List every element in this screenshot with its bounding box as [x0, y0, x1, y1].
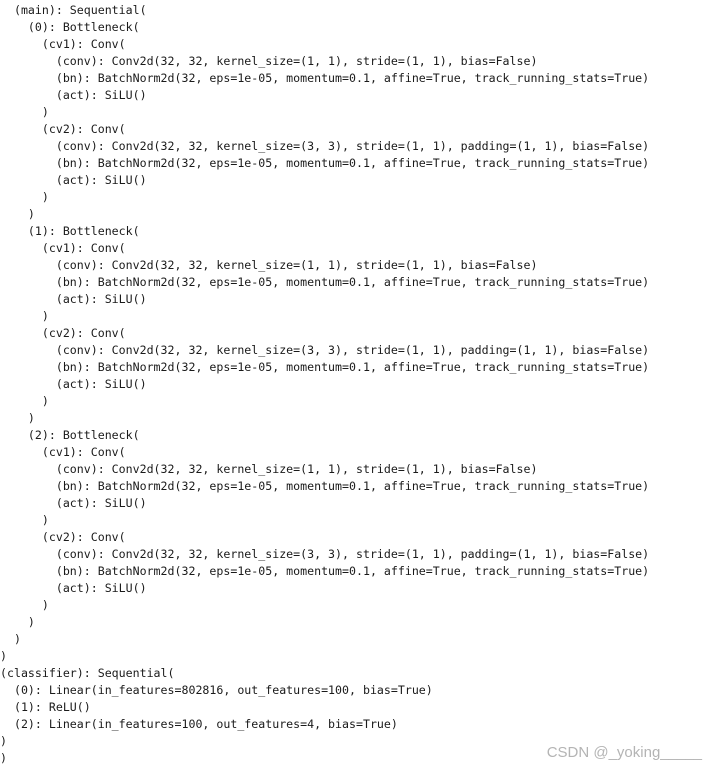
code-line: ) [0, 615, 35, 629]
code-line: (act): SiLU() [0, 377, 147, 391]
code-line: ) [0, 190, 49, 204]
code-line: (cv1): Conv( [0, 445, 126, 459]
code-line: (2): Bottleneck( [0, 428, 140, 442]
watermark: CSDN @_yoking_____ [546, 744, 702, 761]
code-line: (2): Linear(in_features=100, out_features=4, bias=True) [0, 717, 398, 731]
code-line: ) [0, 632, 21, 646]
code-line: (bn): BatchNorm2d(32, eps=1e-05, momentum=0.1, affine=True, track_running_stats=True) [0, 156, 650, 170]
code-line: (bn): BatchNorm2d(32, eps=1e-05, momentum=0.1, affine=True, track_running_stats=True) [0, 479, 650, 493]
code-line: (cv2): Conv( [0, 530, 126, 544]
code-line: (cv2): Conv( [0, 326, 126, 340]
code-line: (bn): BatchNorm2d(32, eps=1e-05, momentum=0.1, affine=True, track_running_stats=True) [0, 360, 650, 374]
code-line: ) [0, 751, 7, 765]
code-line: (cv1): Conv( [0, 241, 126, 255]
code-line: (cv2): Conv( [0, 122, 126, 136]
code-line: (0): Linear(in_features=802816, out_features=100, bias=True) [0, 683, 433, 697]
code-line: (cv1): Conv( [0, 37, 126, 51]
code-line: (act): SiLU() [0, 88, 147, 102]
code-line: ) [0, 207, 35, 221]
code-line: (0): Bottleneck( [0, 20, 140, 34]
code-line: (bn): BatchNorm2d(32, eps=1e-05, momentum=0.1, affine=True, track_running_stats=True) [0, 71, 650, 85]
code-line: (1): Bottleneck( [0, 224, 140, 238]
code-line: (bn): BatchNorm2d(32, eps=1e-05, momentum=0.1, affine=True, track_running_stats=True) [0, 275, 650, 289]
code-line: (bn): BatchNorm2d(32, eps=1e-05, momentum=0.1, affine=True, track_running_stats=True) [0, 564, 650, 578]
code-line: (conv): Conv2d(32, 32, kernel_size=(3, 3), stride=(1, 1), padding=(1, 1), bias=False) [0, 343, 650, 357]
code-line: (act): SiLU() [0, 173, 147, 187]
code-line: ) [0, 513, 49, 527]
code-line: ) [0, 411, 35, 425]
code-line: (conv): Conv2d(32, 32, kernel_size=(1, 1), stride=(1, 1), bias=False) [0, 54, 538, 68]
code-line: ) [0, 598, 49, 612]
code-line: (conv): Conv2d(32, 32, kernel_size=(3, 3), stride=(1, 1), padding=(1, 1), bias=False) [0, 139, 650, 153]
code-line: (act): SiLU() [0, 496, 147, 510]
code-line: ) [0, 309, 49, 323]
code-line: (conv): Conv2d(32, 32, kernel_size=(1, 1), stride=(1, 1), bias=False) [0, 462, 538, 476]
code-line: (act): SiLU() [0, 581, 147, 595]
code-line: (act): SiLU() [0, 292, 147, 306]
code-line: ) [0, 649, 7, 663]
code-line: (1): ReLU() [0, 700, 91, 714]
code-line: (conv): Conv2d(32, 32, kernel_size=(3, 3), stride=(1, 1), padding=(1, 1), bias=False) [0, 547, 650, 561]
code-line: (conv): Conv2d(32, 32, kernel_size=(1, 1), stride=(1, 1), bias=False) [0, 258, 538, 272]
code-line: (classifier): Sequential( [0, 666, 175, 680]
code-line: (main): Sequential( [0, 3, 147, 17]
code-line: ) [0, 394, 49, 408]
code-line: ) [0, 105, 49, 119]
code-line: ) [0, 734, 7, 748]
